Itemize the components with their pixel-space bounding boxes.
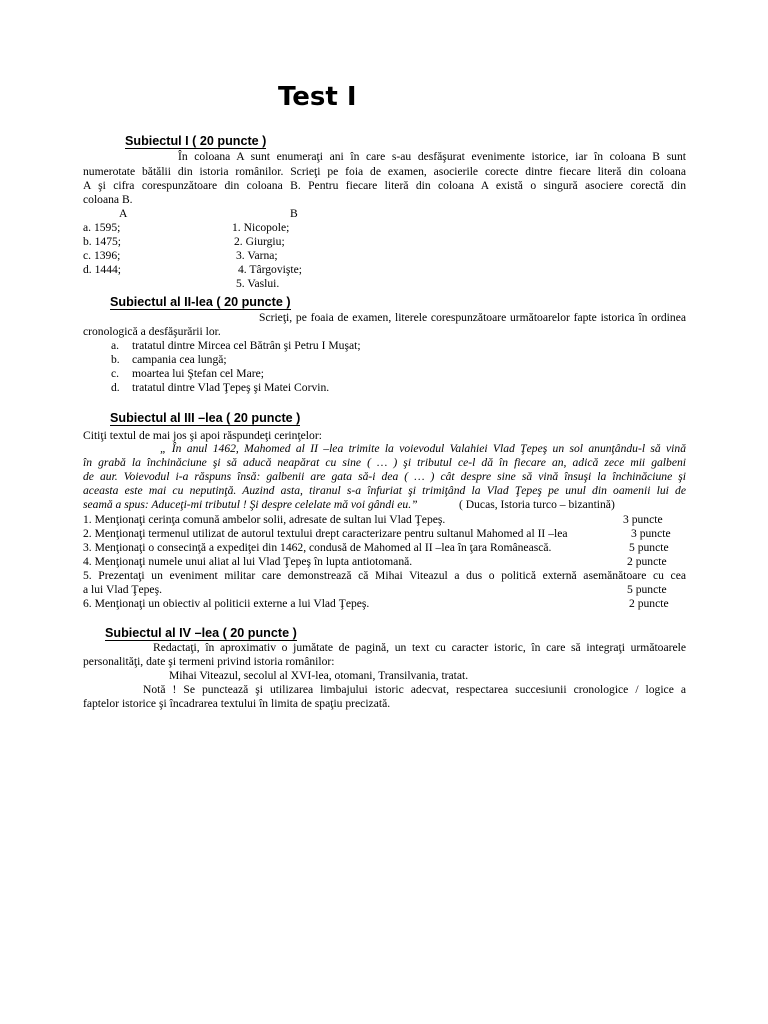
column-b-item: 2. Giurgiu;	[234, 235, 285, 248]
subject-2-item-letter: d.	[111, 381, 120, 394]
column-b-item: 4. Târgovişte;	[238, 263, 302, 276]
question-text: 2. Menţionaţi termenul utilizat de autorul textului drept caracterizare pentru sultanul Mahomed al II –lea	[83, 527, 568, 540]
column-b-item: 5. Vaslui.	[236, 277, 280, 290]
column-b-item: 3. Varna;	[236, 249, 278, 262]
question-points: 3 puncte	[631, 527, 671, 540]
subject-3-intro: Citiţi textul de mai jos şi apoi răspundeţi cerinţelor:	[83, 429, 322, 442]
subject-1-text-line: numerotate bătălii din istoria românilor. Scrieţi pe foia de examen, asocierile corecte dintre fiecare literă din coloana	[83, 165, 686, 178]
note-line: Notă ! Se punctează şi utilizarea limbajului istoric adecvat, respectarea succesiunii cronologice / logice a	[143, 683, 686, 696]
subject-2-item-text: campania cea lungă;	[132, 353, 227, 366]
subject-4-heading: Subiectul al IV –lea ( 20 puncte )	[105, 626, 297, 640]
column-a-item: a. 1595;	[83, 221, 121, 234]
page-title: Test I	[278, 82, 357, 112]
subject-4-text-line: personalităţi, date şi termeni privind istoria românilor:	[83, 655, 335, 668]
question-text: 4. Menţionaţi numele unui aliat al lui Vlad Ţepeş în lupta antiotomană.	[83, 555, 413, 568]
column-b-item: 1. Nicopole;	[232, 221, 290, 234]
subject-4-text-line: Mihai Viteazul, secolul al XVI-lea, otomani, Transilvania, tratat.	[169, 669, 469, 682]
column-a-header: A	[119, 207, 128, 220]
note-line: faptelor istorice şi încadrarea textului în limita de spaţiu precizată.	[83, 697, 391, 710]
question-text: 5. Prezentaţi un eveniment militar care demonstrează că Mihai Viteazul a dus o politică externă asemănătoare cu cea	[83, 569, 686, 582]
question-points: 5 puncte	[629, 541, 669, 554]
subject-2-item-text: moartea lui Ştefan cel Mare;	[132, 367, 264, 380]
subject-4-text-line: Redactaţi, în aproximativ o jumătate de pagină, un text cu caracter istoric, în care să integraţi următoarele	[153, 641, 686, 654]
subject-2-heading: Subiectul al II-lea ( 20 puncte )	[110, 295, 291, 309]
subject-2-item-text: tratatul dintre Mircea cel Bătrân şi Petru I Muşat;	[132, 339, 361, 352]
question-text: a lui Vlad Ţepeş.	[83, 583, 162, 596]
subject-2-item-letter: b.	[111, 353, 120, 366]
quote-line: aceasta este mai cu neputinţă. Auzind asta, tiranul s-a înfuriat şi trimiţând la Vlad Ţepeş pe unul din oamenii lui de	[83, 484, 686, 497]
subject-1-heading: Subiectul I ( 20 puncte )	[125, 134, 267, 148]
subject-2-text-line: Scrieţi, pe foaia de examen, literele corespunzătoare următoarelor fapte istorica în ordinea	[259, 311, 686, 324]
subject-3-heading: Subiectul al III –lea ( 20 puncte )	[110, 411, 301, 425]
question-text: 3. Menţionaţi o consecinţă a expediţei din 1462, condusă de Mahomed al II –lea în ţara Românească.	[83, 541, 552, 554]
question-points: 2 puncte	[627, 555, 667, 568]
column-a-item: c. 1396;	[83, 249, 121, 262]
subject-1-text-line: În coloana A sunt enumeraţi ani în care s-au desfăşurat evenimente istorice, iar în coloana B sunt	[178, 150, 686, 163]
question-points: 2 puncte	[629, 597, 669, 610]
subject-1-text-line: A şi cifra corespunzătoare din coloana B. Pentru fiecare literă din coloana A există o singură asociere corectă din	[83, 179, 686, 192]
quote-line: „ În anul 1462, Mahomed al II –lea trimite la voievodul Valahiei Vlad Ţepeş un sol anunţându-l să vină	[160, 442, 686, 455]
question-points: 5 puncte	[627, 583, 667, 596]
subject-2-item-text: tratatul dintre Vlad Ţepeş şi Matei Corvin.	[132, 381, 330, 394]
subject-2-item-letter: c.	[111, 367, 120, 380]
question-text: 6. Menţionaţi un obiectiv al politicii externe a lui Vlad Ţepeş.	[83, 597, 370, 610]
column-b-header: B	[290, 207, 298, 220]
quote-line: de aur. Voievodul i-a răspuns însă: galbenii are gata să-i dea ( … ) cât despre sine să vină însuşi la închinăciune şi	[83, 470, 686, 483]
quote-source: ( Ducas, Istoria turco – bizantină)	[459, 498, 615, 511]
quote-line: seamă a spus: Aduceţi-mi tributul ! Şi despre celelate mă voi gândi eu.”	[83, 498, 418, 511]
column-a-item: b. 1475;	[83, 235, 122, 248]
subject-2-item-letter: a.	[111, 339, 120, 352]
question-text: 1. Menţionaţi cerinţa comună ambelor solii, adresate de sultan lui Vlad Ţepeş.	[83, 513, 446, 526]
subject-2-text-line: cronologică a desfăşurării lor.	[83, 325, 221, 338]
column-a-item: d. 1444;	[83, 263, 122, 276]
quote-line: în grabă la închinăciune şi să aducă neapărat cu sine ( … ) şi tributul ce-l dă în fiecare an, adică zece mii galbeni	[83, 456, 686, 469]
subject-1-text-line: coloana B.	[83, 193, 133, 206]
question-points: 3 puncte	[623, 513, 663, 526]
